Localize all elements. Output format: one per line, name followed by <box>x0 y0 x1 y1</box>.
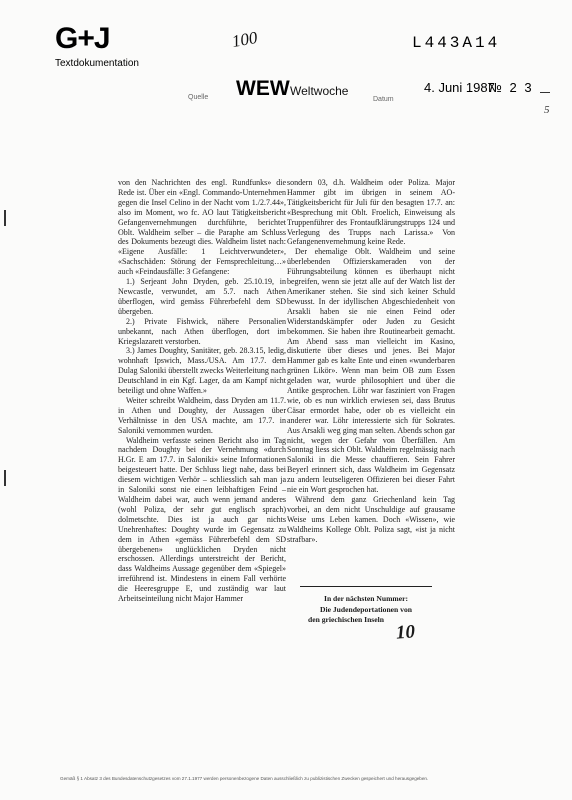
quelle-label: Quelle <box>188 94 209 101</box>
paragraph: Der ehemalige Oblt. Waldheim und seine überlebenden Offizierskameraden von der Führungsabteilung können es überhaupt nicht begreifen, wenn sie jetzt alle auf der Watch list der Amerikaner stehen. Sie sind sich keiner Schuld bewusst. In der idyllischen Abgeschiedenheit von Arsakli haben sie nie einen Feind oder Widerstandskämpfer oder Juden zu Gesicht bekommen. Sie haben ihre Routinearbeit gemacht. Am Abend sass man vielleicht im Kasino, diskutierte über dieses und jenes. Bei Major Hammer gab es kalte Ente und einen «wunderbaren grünen Likör». Wenn man beim OB zum Essen geladen war, wurde philosophiert und über die Antike gesprochen. Löhr war fasziniert von Fragen wie, ob es nun wirklich erwiesen sei, dass Brutus Cäsar ermordet habe, oder ob es vielleicht ein anderer war. Löhr interessierte sich für Sokrates. Aus Arsakli weg ging man selten. Abends schon gar nicht, wegen der Gefahr von Überfällen. Am Sonntag liess sich Oblt. Waldheim regelmässig nach Saloniki in die Messe chauffieren. Sein Fahrer Beyerl erinnert sich, dass Waldheim im Gegensatz zu andern leutseligeren Offizieren bei dieser Fahrt nie ein Wort gesprochen hat. <box>287 247 455 495</box>
dash-mark <box>540 92 550 93</box>
paragraph: 1.) Serjeant John Dryden, geb. 25.10.19, in Newcastle, verwundet, am 5.7. nach Athen überflogen, wird gemäss Führerbefehl dem SD übergeben. <box>118 277 286 316</box>
next-issue-line: In der nächsten Nummer: <box>323 594 409 603</box>
datum-label: Datum <box>373 96 394 103</box>
paragraph: 3.) James Doughty, Sanitäter, geb. 28.3.15, ledig, wohnhaft Ipswich, Mass./USA. Am 17.7. dem Dulag Saloniki überstellt zwecks Weiterleitung nach Deutschland in ein Kgf. Lager, da am Kampf nicht beteiligt und ohne Waffen.» <box>118 346 286 396</box>
next-issue-line: Die Judendeportationen von <box>320 604 412 614</box>
publication-date: 4. Juni 1987 <box>424 80 495 95</box>
next-issue-box <box>300 586 432 626</box>
logo-subtitle: Textdokumentation <box>55 58 139 69</box>
paragraph: 2.) Private Fishwick, nähere Personalien unbekannt, nach Athen überflogen, dort im Kriegslazarett verstorben. <box>118 316 286 346</box>
punch-mark <box>4 210 6 226</box>
gj-logo: G+J <box>55 22 110 55</box>
publication-name: Weltwoche <box>290 84 349 98</box>
handwritten-number: 100 <box>230 27 259 52</box>
reference-code: L443A14 <box>412 34 501 52</box>
paragraph: sondern 03, d.h. Waldheim oder Poliza. Major Hammer gibt im übrigen in seinem AO-Tätigkeitsbericht für Juli für den besagten 17.7. an: «Besprechung mit Oblt. Froelich, Einweisung als Truppenführer des Frontaufklärungstrupps 124 und Verlegung des Trupps nach Larissa.» Von Gefangenenvernehmung keine Rede. <box>287 178 455 247</box>
article-column-1 <box>118 178 286 604</box>
next-issue-line: den griechischen Inseln <box>308 615 384 624</box>
paragraph: Während dem ganz Griechenland kein Tag vorbei, an dem nicht Unschuldige auf grausame Weise ums Leben kamen. Doch «Wissen», wie Waldheims Kollege Oblt. Poliza sagt, «ist ja nicht strafbar». <box>287 495 455 544</box>
issue-number: № 2 3 <box>488 80 534 95</box>
handwritten-annotation: 10 <box>395 621 416 644</box>
article-column-2 <box>287 178 455 545</box>
legal-footer: Gemäß § 1 Absatz 3 des Bundesdatenschutzgesetzes vom 27.1.1977 werden personenbezogene Daten ausschließlich zu publizistischen Zwecken gespeichert und herausgegeben. <box>60 776 429 781</box>
paragraph: von den Nachrichten des engl. Rundfunks» die Rede ist. Über ein «Engl. Commando-Unternehmen gegen die Insel Celino in der Nacht vom 1./2.7.44», also im Moment, wo fc. AO laut Tätigkeitsbericht Gefangenvernehmungen durchführte, berichtet Oblt. Waldheim selber – die Paraphe am Schluss des Dokuments bezeugt dies. Waldheim listet nach: «Eigene Ausfälle: 1 Leichtverwundeter», «Sachschäden: Störung der Fernsprechleitung…» auch «Feindausfälle: 3 Gefangene: <box>118 178 286 277</box>
paragraph: Waldheim verfasste seinen Bericht also im Tag nachdem Doughty bei der Vernehmung «durch H.Gr. E am 17.7. in Saloniki» seine Informationen beigesteuert hatte. Der Schluss liegt nahe, dass bei diesem wichtigen Verhör – schliesslich sah man ja in Saloniki sonst nie einen leibhaftigen Feind – Waldheim dabei war, auch wenn jemand anderes (wohl Poliza, der sehr gut englisch sprach) dolmetschte. Dies ist ja auch gar nichts Unehrenhaftes: Doughty wurde im Gegensatz zu dem in Athen «gemäss Führerbefehl dem SD übergebenen» unglücklichen Dryden nicht erschossen. Allerdings unterstreicht der Bericht, dass Waldheims Aussage gegenüber dem «Spiegel» irreführend ist. Mindestens in einem Fall verhörte die Heeresgruppe E, und zuständig war laut Arbeitseinteilung nicht Major Hammer <box>118 435 286 604</box>
page-mark: 5 <box>544 104 550 116</box>
paragraph: Weiter schreibt Waldheim, dass Dryden am 11.7. in Athen und Doughty, der Aussagen über Verhältnisse in den USA machte, am 17.7. in Saloniki vernommen wurden. <box>118 395 286 435</box>
punch-mark <box>4 470 6 486</box>
publication-abbr: WEW <box>236 77 290 100</box>
